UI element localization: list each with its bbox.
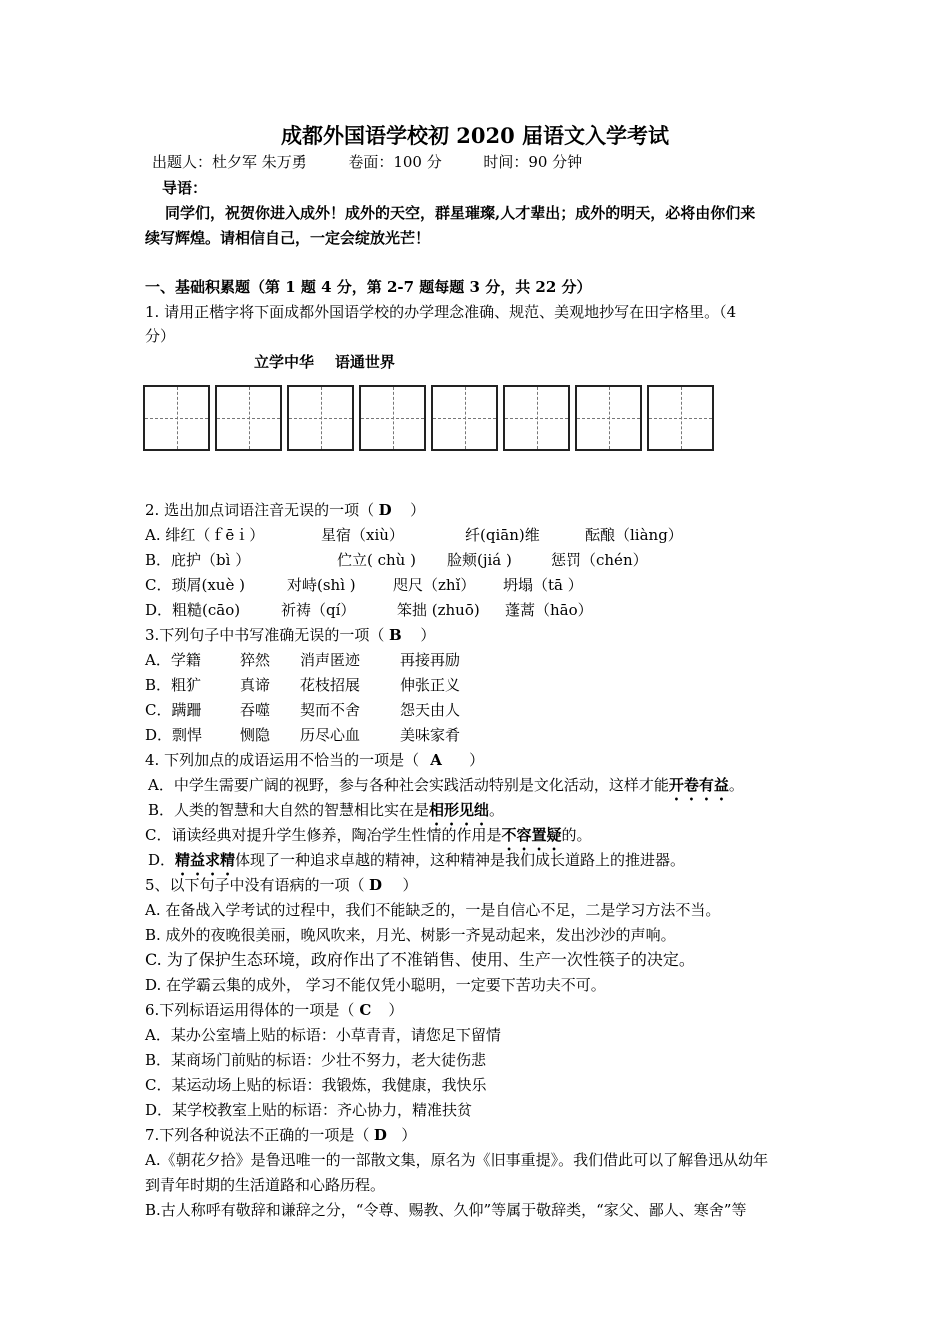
- q5-option-a: A. 在备战入学考试的过程中，我们不能缺乏的，一是自信心不足，二是学习方法不当。: [145, 901, 721, 919]
- q5-stem-text: 5、以下句子中没有语病的一项（: [145, 876, 365, 894]
- tianzi-cell[interactable]: [143, 385, 210, 451]
- q3-c-4: 怨天由人: [400, 701, 461, 719]
- tianzi-cell[interactable]: [647, 385, 714, 451]
- q3-stem: [145, 625, 435, 645]
- q2-close: ）: [410, 501, 426, 519]
- q7-option-a-line-2: 到青年时期的生活道路和心路历程。: [145, 1176, 386, 1194]
- q4-close: ）: [469, 751, 485, 769]
- q6-option-c: C．某运动场上贴的标语：我锻炼，我健康，我快乐: [145, 1076, 487, 1094]
- q2-a-3: 纤(qiān)维: [465, 526, 540, 544]
- q2-a-4: 酝酿（liàng）: [585, 526, 683, 544]
- q3-option-a: [145, 650, 545, 670]
- q6-close: ）: [388, 1001, 404, 1019]
- q3-option-c: [145, 700, 545, 720]
- tianzi-cell[interactable]: [359, 385, 426, 451]
- q5-option-c: C. 为了保护生态环境，政府作出了不准销售、使用、生产一次性筷子的决定。: [145, 950, 695, 969]
- q3-stem-text: 3.下列句子中书写准确无误的一项（: [145, 626, 385, 644]
- q4-stem: [145, 750, 484, 770]
- q2-b-1: B．庇护（bì ）: [145, 551, 251, 569]
- q2-b-3: 脸颊(jiá ): [447, 551, 512, 569]
- q2-option-a: [145, 525, 805, 545]
- section-1-heading: 一、基础积累题（第 1 题 4 分，第 2-7 题每题 3 分，共 22 分）: [145, 278, 592, 296]
- q7-close: ）: [401, 1126, 417, 1144]
- q3-d-3: 历尽心血: [300, 726, 361, 744]
- tianzi-cell[interactable]: [287, 385, 354, 451]
- q4-b-idiom: 相形见绌: [429, 801, 490, 819]
- q3-c-2: 吞噬: [240, 701, 271, 719]
- q3-close: ）: [420, 626, 436, 644]
- q1-text-line-1: 1. 请用正楷字将下面成都外国语学校的办学理念准确、规范、美观地抄写在田字格里。（4: [145, 303, 737, 321]
- q5-stem: [145, 875, 418, 895]
- q7-option-a-line-1: A.《朝花夕拾》是鲁迅唯一的一部散文集，原名为《旧事重提》。我们借此可以了解鲁迅从幼年: [145, 1151, 769, 1169]
- q7-option-b-line-1: B.古人称呼有敬辞和谦辞之分，“令尊、赐教、久仰”等属于敬辞类，“家父、鄙人、寒舍”等: [145, 1201, 747, 1219]
- score-label: 卷面：100 分: [348, 153, 442, 171]
- q2-answer: D: [378, 501, 392, 519]
- q4-b-end: 。: [489, 801, 505, 819]
- q4-c-end: 的。: [561, 826, 592, 844]
- q2-d-2: 祈祷（qí）: [281, 601, 356, 619]
- q2-d-1: D．粗糙(cāo): [145, 601, 241, 619]
- tianzi-cell[interactable]: [431, 385, 498, 451]
- q2-option-c: [145, 575, 805, 595]
- author-label: 出题人：杜夕军 朱万勇: [152, 153, 307, 171]
- q3-d-1: D．剽悍: [145, 726, 203, 744]
- q3-a-4: 再接再励: [400, 651, 461, 669]
- tianzi-cell[interactable]: [215, 385, 282, 451]
- q3-c-3: 契而不舍: [300, 701, 361, 719]
- q6-stem: [145, 1000, 403, 1020]
- q4-c-text: C．诵读经典对提升学生修养，陶冶学生性情的作用是: [145, 826, 502, 844]
- q2-a-2: 星宿（xiù）: [321, 526, 404, 544]
- q7-stem-text: 7.下列各种说法不正确的一项是（: [145, 1126, 370, 1144]
- tianzi-cell[interactable]: [503, 385, 570, 451]
- q4-answer: A: [430, 751, 442, 769]
- intro-label: 导语：: [162, 179, 208, 197]
- q7-stem: [145, 1125, 416, 1145]
- q4-c-idiom: 不容置疑: [501, 826, 562, 844]
- q3-option-b: [145, 675, 545, 695]
- q2-option-d: [145, 600, 805, 620]
- q4-a-text: A．中学生需要广阔的视野，参与各种社会实践活动特别是文化活动，这样才能: [148, 776, 669, 794]
- q5-option-d: D. 在学霸云集的成外， 学习不能仅凭小聪明，一定要下苦功夫不可。: [145, 976, 606, 994]
- q4-d-text: 体现了一种追求卓越的精神，这种精神是我们成长道路上的推进器。: [235, 851, 686, 869]
- q4-a-end: 。: [728, 776, 744, 794]
- q5-answer: D: [369, 876, 383, 894]
- q2-c-2: 对峙(shì ): [287, 576, 356, 594]
- q1-motto: 立学中华 语通世界: [254, 353, 395, 371]
- q2-stem: [145, 500, 425, 520]
- q2-b-2: 伫立( chù ): [337, 551, 416, 569]
- q4-b-text: B．人类的智慧和大自然的智慧相比实在是: [148, 801, 430, 819]
- q3-a-1: A．学籍: [145, 651, 201, 669]
- q5-option-b: B. 成外的夜晚很美丽，晚风吹来，月光、树影一齐晃动起来，发出沙沙的声响。: [145, 926, 676, 944]
- page-title: 成都外国语学校初 2020 届语文入学考试: [280, 123, 670, 148]
- q3-a-2: 猝然: [240, 651, 271, 669]
- q3-d-2: 恻隐: [240, 726, 271, 744]
- tianzi-cell[interactable]: [575, 385, 642, 451]
- q3-d-4: 美味家肴: [400, 726, 461, 744]
- exam-info: [152, 152, 582, 172]
- q2-d-4: 蓬蒿（hāo）: [505, 601, 593, 619]
- q4-stem-text: 4. 下列加点的成语运用不恰当的一项是（: [145, 751, 420, 769]
- tianzi-grid: [143, 385, 714, 451]
- intro-text-line-2: 续写辉煌。请相信自己，一定会绽放光芒！: [145, 229, 431, 247]
- q3-a-3: 消声匿迹: [300, 651, 361, 669]
- q6-answer: C: [359, 1001, 372, 1019]
- q2-c-1: C．琐屑(xuè ): [145, 576, 245, 594]
- q2-d-3: 笨拙 (zhuō): [397, 601, 480, 619]
- q3-b-4: 伸张正义: [400, 676, 461, 694]
- q5-close: ）: [402, 876, 418, 894]
- q6-stem-text: 6.下列标语运用得体的一项是（: [145, 1001, 355, 1019]
- q1-text-line-2: 分）: [145, 327, 176, 345]
- q2-stem-text: 2. 选出加点词语注音无误的一项（: [145, 501, 375, 519]
- q3-b-3: 花枝招展: [300, 676, 361, 694]
- time-label: 时间：90 分钟: [483, 153, 583, 171]
- q6-option-b: B．某商场门前贴的标语：少壮不努力，老大徒伤悲: [145, 1051, 487, 1069]
- q6-option-d: D．某学校教室上贴的标语：齐心协力，精准扶贫: [145, 1101, 473, 1119]
- q2-a-1: A. 绯红（ｆēｉ）: [145, 526, 265, 544]
- intro-text-line-1: 同学们，祝贺你进入成外！成外的天空，群星璀璨,人才辈出；成外的明天，必将由你们来: [165, 204, 756, 222]
- q4-a-idiom: 开卷有益: [668, 776, 729, 794]
- q2-b-4: 惩罚（chén）: [551, 551, 648, 569]
- q6-option-a: A．某办公室墙上贴的标语：小草青青，请您足下留情: [145, 1026, 501, 1044]
- q3-c-1: C．蹒跚: [145, 701, 202, 719]
- q3-option-d: [145, 725, 545, 745]
- q2-c-4: 坍塌（tā ）: [503, 576, 583, 594]
- q3-b-2: 真谛: [240, 676, 271, 694]
- q3-b-1: B．粗犷: [145, 676, 202, 694]
- q2-option-b: [145, 550, 805, 570]
- q7-answer: D: [373, 1126, 387, 1144]
- q4-d-idiom: 精益求精: [175, 851, 236, 869]
- q2-c-3: 咫尺（zhǐ）: [393, 576, 476, 594]
- q4-d-label: D．: [148, 851, 176, 869]
- q3-answer: B: [388, 626, 402, 644]
